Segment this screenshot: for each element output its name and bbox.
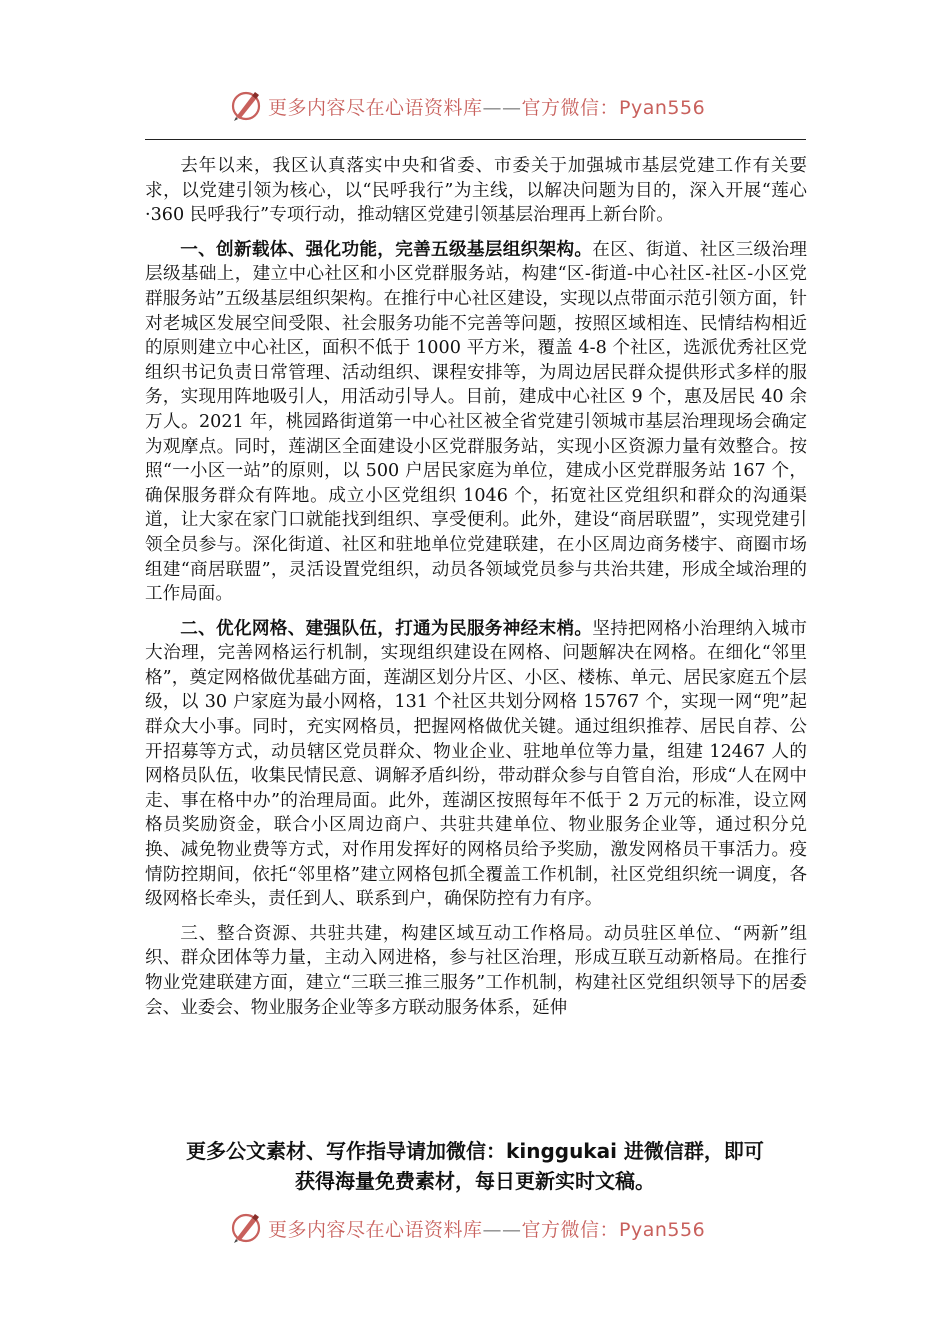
header-divider xyxy=(145,139,806,140)
pen-logo-icon xyxy=(228,1210,264,1246)
section-1-paragraph xyxy=(145,238,807,607)
promo-line-1: 更多公文素材、写作指导请加微信：kinggukai 进微信群，即可 xyxy=(186,1139,764,1163)
header-banner-contact: 官方微信：Pyan556 xyxy=(521,96,706,119)
footer-banner-sep: —— xyxy=(482,1218,522,1241)
intro-paragraph: 去年以来，我区认真落实中央和省委、市委关于加强城市基层党建工作有关要求，以党建引领为核心，以“民呼我行”为主线，以解决问题为目的，深入开展“莲心·360 民呼我行”专项行动，推动辖区党建引领基层治理再上新台阶。 xyxy=(145,156,807,226)
footer-banner-contact: 官方微信：Pyan556 xyxy=(521,1218,706,1241)
section-2-paragraph xyxy=(145,617,807,912)
pen-logo-icon xyxy=(228,88,264,124)
footer-banner xyxy=(228,1208,705,1248)
section-1-text: 在区、街道、社区三级治理层级基础上，建立中心社区和小区党群服务站，构建“区-街道-中心社区-社区-小区党群服务站”五级基层组织架构。在推行中心社区建设，实现以点带面示范引领方面，针对老城区发展空间受限、社会服务功能不完善等问题，按照区域相连、民情结构相近的原则建立中心社区，面积不低于 1000 平方米，覆盖 4-8 个社区，选派优秀社区党组织书记负责日常管理、活动组织、课程安排等，为周边居民群众提供形式多样的服务，实现用阵地吸引人，用活动引导人。目前，建成中心社区 9 个，惠及居民 40 余万人。2021 年，桃园路街道第一中心社区被全省党建引领城市基层治理现场会确定为观摩点。同时，莲湖区全面建设小区党群服务站，实现小区资源力量有效整合。按照“一小区一站”的原则，以 500 户居民家庭为单位，建成小区党群服务站 167 个，确保服务群众有阵地。成立小区党组织 1046 个，拓宽社区党组织和群众的沟通渠道，让大家在家门口就能找到组织、享受便利。此外，建设“商居联盟”，实现党建引领全员参与。深化街道、社区和驻地单位党建联建，在小区周边商务楼宇、商圈市场组建“商居联盟”，灵活设置党组织，动员各领域党员参与共治共建，形成全域治理的工作局面。 xyxy=(145,239,807,605)
document-body xyxy=(145,154,807,1030)
promo-notice xyxy=(120,1136,830,1196)
section-3-paragraph: 三、整合资源、共驻共建，构建区域互动工作格局。动员驻区单位、“两新”组织、群众团体等力量，主动入网进格，参与社区治理，形成互联互动新格局。在推行物业党建联建方面，建立“三联三推三服务”工作机制，构建社区党组织领导下的居委会、业委会、物业服务企业等多方联动服务体系，延伸 xyxy=(145,923,807,1018)
header-banner-text xyxy=(268,93,705,120)
section-1-heading: 一、创新载体、强化功能，完善五级基层组织架构。 xyxy=(180,238,593,260)
footer-banner-text xyxy=(268,1215,705,1242)
header-banner-sep: —— xyxy=(482,96,522,119)
promo-line-2: 获得海量免费素材，每日更新实时文稿。 xyxy=(295,1169,655,1193)
footer-banner-main: 更多内容尽在心语资料库 xyxy=(268,1218,483,1241)
section-2-text: 坚持把网格小治理纳入城市大治理，完善网格运行机制，实现组织建设在网格、问题解决在网格。在细化“邻里格”，奠定网格做优基础方面，莲湖区划分片区、小区、楼栋、单元、居民家庭五个层级，以 30 户家庭为最小网格，131 个社区共划分网格 15767 个，实现一网“兜”起群众大小事。同时，充实网格员，把握网格做优关键。通过组织推荐、居民自荐、公开招募等方式，动员辖区党员群众、物业企业、驻地单位等力量，组建 12467 人的网格员队伍，收集民情民意、调解矛盾纠纷，带动群众参与自管自治，形成“人在网中走、事在格中办”的治理局面。此外，莲湖区按照每年不低于 2 万元的标准，设立网格员奖励资金，联合小区周边商户、共驻共建单位、物业服务企业等，通过积分兑换、减免物业费等方式，对作用发挥好的网格员给予奖励，激发网格员干事活力。疫情防控期间，依托“邻里格”建立网格包抓全覆盖工作机制，社区党组织统一调度，各级网格长牵头，责任到人、联系到户，确保防控有力有序。 xyxy=(145,618,807,910)
header-banner xyxy=(228,86,705,126)
header-banner-main: 更多内容尽在心语资料库 xyxy=(268,96,483,119)
section-2-heading: 二、优化网格、建强队伍，打通为民服务神经末梢。 xyxy=(180,617,593,639)
